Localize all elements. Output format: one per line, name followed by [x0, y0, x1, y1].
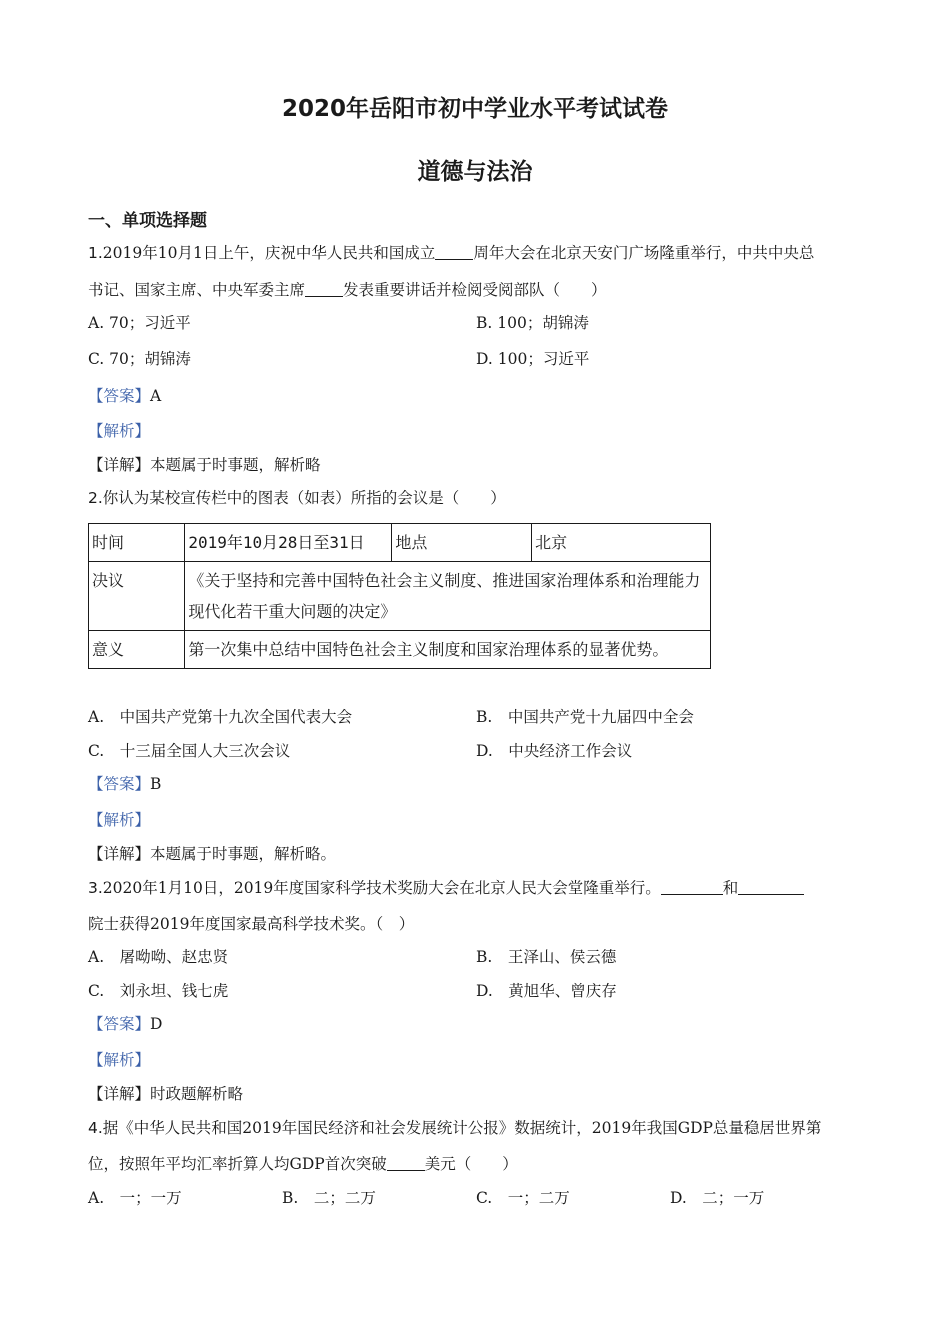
q1-option-d: D. 100；习近平	[476, 350, 590, 368]
q4-blank	[387, 1155, 425, 1172]
table-cell-time-label: 时间	[89, 524, 185, 562]
q2-answer-value: B	[150, 775, 162, 793]
q3-text-part1: 2020年1月10日，2019年度国家科学技术奖励大会在北京人民大会堂隆重举行。	[102, 879, 661, 897]
table-cell-resolution-label: 决议	[89, 562, 185, 631]
q1-detail	[88, 453, 321, 475]
q2-detail	[88, 842, 336, 864]
q4-number: 4.	[88, 1119, 103, 1137]
q1-blank1	[435, 244, 473, 261]
q3-analysis-label: 【解析】	[88, 1051, 151, 1069]
q3-option-c: C. 刘永坦、钱七虎	[88, 982, 229, 1000]
q1-detail-text: 本题属于时事题，解析略	[150, 456, 321, 474]
section-heading: 一、单项选择题	[88, 211, 207, 231]
table-cell-place-label: 地点	[392, 524, 532, 562]
q3-option-a: A. 屠呦呦、赵忠贤	[88, 948, 229, 966]
table-cell-meaning-value: 第一次集中总结中国特色社会主义制度和国家治理体系的显著优势。	[185, 631, 711, 669]
q3-detail-text: 时政题解析略	[150, 1085, 244, 1103]
q3-option-b: B. 王泽山、侯云德	[476, 948, 617, 966]
q2-option-b: B. 中国共产党十九届四中全会	[476, 708, 694, 726]
q1-text-part2: 周年大会在北京天安门广场隆重举行，中共中央总	[473, 244, 815, 262]
q3-answer-label: 【答案】	[88, 1015, 151, 1033]
q1-blank2	[305, 281, 343, 298]
q3-option-d: D. 黄旭华、曾庆存	[476, 982, 617, 1000]
page-subtitle: 道德与法治	[417, 159, 533, 185]
table-cell-meaning-label: 意义	[89, 631, 185, 669]
table-cell-place-value: 北京	[532, 524, 711, 562]
q1-answer	[88, 384, 161, 406]
q1-answer-label: 【答案】	[88, 387, 151, 405]
q2-option-c: C. 十三届全国人大三次会议	[88, 742, 291, 760]
q2-stem-text: 你认为某校宣传栏中的图表（如表）所指的会议是（ ）	[102, 489, 506, 507]
q1-text-part3: 书记、国家主席、中央军委主席	[88, 281, 306, 299]
q4-text-part2: 位，按照年平均汇率折算人均GDP首次突破	[88, 1155, 387, 1173]
q3-stem-line2: 院士获得2019年度国家最高科学技术奖。（ ）	[88, 915, 415, 933]
q4-option-b: B. 二；二万	[282, 1189, 376, 1207]
q1-option-b: B. 100；胡锦涛	[476, 314, 589, 332]
q1-option-c: C. 70；胡锦涛	[88, 350, 191, 368]
q1-option-a: A. 70；习近平	[88, 314, 191, 332]
q1-stem-line1	[88, 241, 814, 263]
q4-option-c: C. 一；二万	[476, 1189, 570, 1207]
table-row	[89, 524, 711, 562]
q4-text-part1: 据《中华人民共和国2019年国民经济和社会发展统计公报》数据统计，2019年我国GDP总量稳居世界第	[102, 1119, 822, 1137]
q2-stem	[88, 486, 506, 508]
table-row	[89, 631, 711, 669]
q2-number: 2.	[88, 489, 103, 507]
q1-text-part1: 2019年10月1日上午，庆祝中华人民共和国成立	[102, 244, 436, 262]
meeting-info-table	[88, 523, 711, 669]
q2-detail-label: 【详解】	[88, 845, 151, 863]
q3-detail-label: 【详解】	[88, 1085, 151, 1103]
q1-answer-value: A	[150, 387, 162, 405]
q1-detail-label: 【详解】	[88, 456, 151, 474]
q2-option-a: A. 中国共产党第十九次全国代表大会	[88, 708, 353, 726]
q2-analysis-label: 【解析】	[88, 811, 151, 829]
table-cell-time-value: 2019年10月28日至31日	[185, 524, 392, 562]
q1-text-part4: 发表重要讲话并检阅受阅部队（ ）	[343, 281, 607, 299]
table-cell-resolution-value: 《关于坚持和完善中国特色社会主义制度、推进国家治理体系和治理能力现代化若干重大问题的决定》	[185, 562, 711, 631]
q2-detail-text: 本题属于时事题，解析略。	[150, 845, 337, 863]
q4-stem-line2	[88, 1152, 518, 1174]
q4-text-part3: 美元（ ）	[424, 1155, 518, 1173]
q3-number: 3.	[88, 879, 103, 897]
q2-answer-label: 【答案】	[88, 775, 151, 793]
table-row	[89, 562, 711, 631]
q3-answer	[88, 1012, 162, 1034]
q3-stem-line1	[88, 876, 804, 898]
q3-blank2	[738, 879, 804, 896]
q3-answer-value: D	[150, 1015, 163, 1033]
q4-stem-line1	[88, 1116, 821, 1138]
q4-option-a: A. 一；一万	[88, 1189, 182, 1207]
q1-analysis-label: 【解析】	[88, 422, 151, 440]
q2-answer	[88, 772, 161, 794]
q3-detail	[88, 1082, 243, 1104]
q3-blank1	[661, 879, 723, 896]
page-title: 2020年岳阳市初中学业水平考试试卷	[281, 96, 668, 122]
q3-text-part2: 和	[722, 879, 739, 897]
q4-option-d: D. 二；一万	[670, 1189, 765, 1207]
q1-number: 1.	[88, 244, 103, 262]
q1-stem-line2	[88, 278, 607, 300]
q2-option-d: D. 中央经济工作会议	[476, 742, 633, 760]
